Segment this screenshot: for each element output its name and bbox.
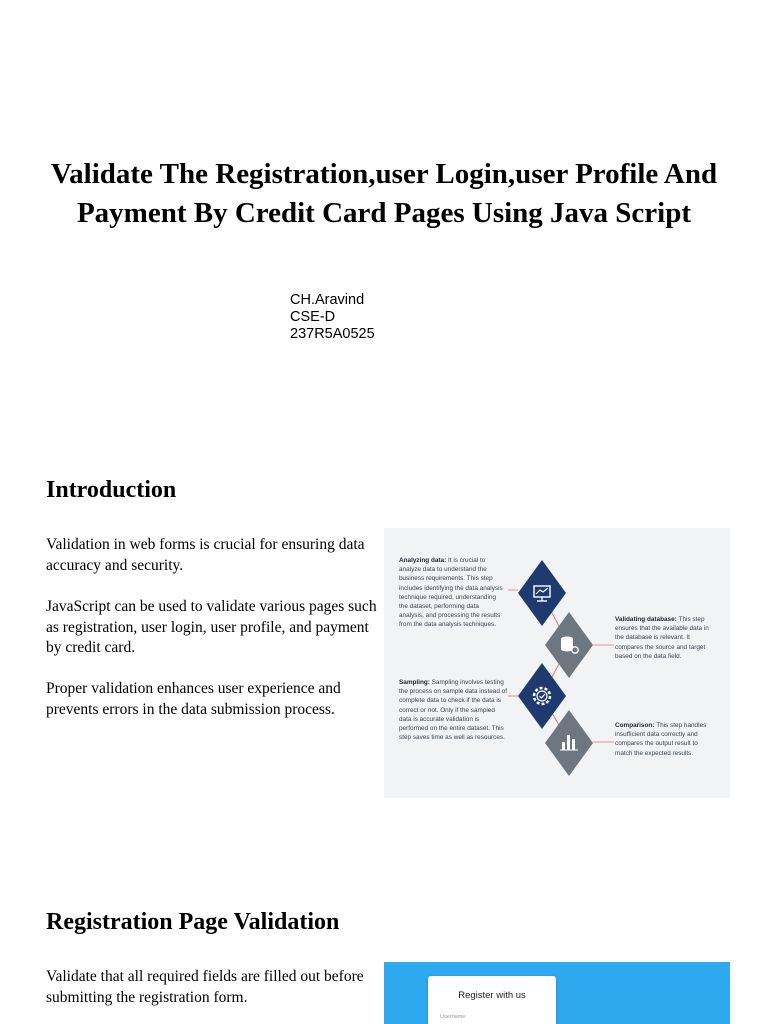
monitor-chart-icon	[518, 560, 566, 626]
step-sampling-title: Sampling:	[399, 679, 432, 686]
introduction-heading: Introduction	[46, 477, 177, 503]
slide-title: Validate The Registration,user Login,user Profile And Payment By Credit Card Pages Using Java Script	[50, 158, 718, 229]
step-sampling	[399, 678, 507, 742]
registration-form-preview	[384, 962, 730, 1024]
username-field-label: Username	[440, 1014, 544, 1024]
step-validating-database	[615, 615, 715, 661]
registration-paragraph: Validate that all required fields are filled out before submitting the registration form.	[46, 968, 364, 1006]
register-card	[428, 976, 556, 1024]
step-comparison-text: This step handles insufficient data correctly and compares the output result to match the expected results.	[615, 722, 707, 757]
database-gear-icon	[545, 612, 593, 678]
intro-paragraph-1: Validation in web forms is crucial for ensuring data accuracy and security.	[46, 536, 365, 574]
gear-check-icon	[518, 663, 566, 729]
step-sampling-text: Sampling involves testing the process on sample data instead of complete data to check if the data is correct or not. Only if the sampled data is accurate validation is performed on the entire dataset. This step saves time as well as resources.	[399, 679, 507, 742]
bar-chart-icon	[545, 710, 593, 776]
author-block	[290, 292, 375, 343]
author-roll-number: 237R5A0525	[290, 326, 375, 342]
intro-paragraph-2: JavaScript can be used to validate various pages such as registration, user login, user profile, and payment by credit card.	[46, 598, 377, 656]
author-department: CSE-D	[290, 309, 336, 325]
step-validating-database-title: Validating database:	[615, 616, 679, 623]
step-analyzing-data-title: Analyzing data:	[399, 557, 449, 564]
author-name: CH.Aravind	[290, 292, 365, 308]
step-analyzing-data-text: It is crucial to analyze data to understand the business requirements. This step includes identifying the data analysis technique required, understanding the dataset, performing data analysis, and processing the results from the data analysis techniques.	[399, 557, 503, 629]
step-comparison-title: Comparison:	[615, 722, 657, 729]
intro-paragraph-3: Proper validation enhances user experience and prevents errors in the data submission process.	[46, 680, 341, 718]
step-comparison	[615, 721, 715, 758]
validation-process-infographic	[384, 528, 730, 798]
step-validating-database-text: This step ensures that the available data in the database is relevant. It compares the source and target based on the data field.	[615, 616, 709, 660]
registration-heading: Registration Page Validation	[46, 909, 340, 935]
register-card-title: Register with us	[458, 990, 526, 1001]
step-analyzing-data	[399, 556, 505, 630]
